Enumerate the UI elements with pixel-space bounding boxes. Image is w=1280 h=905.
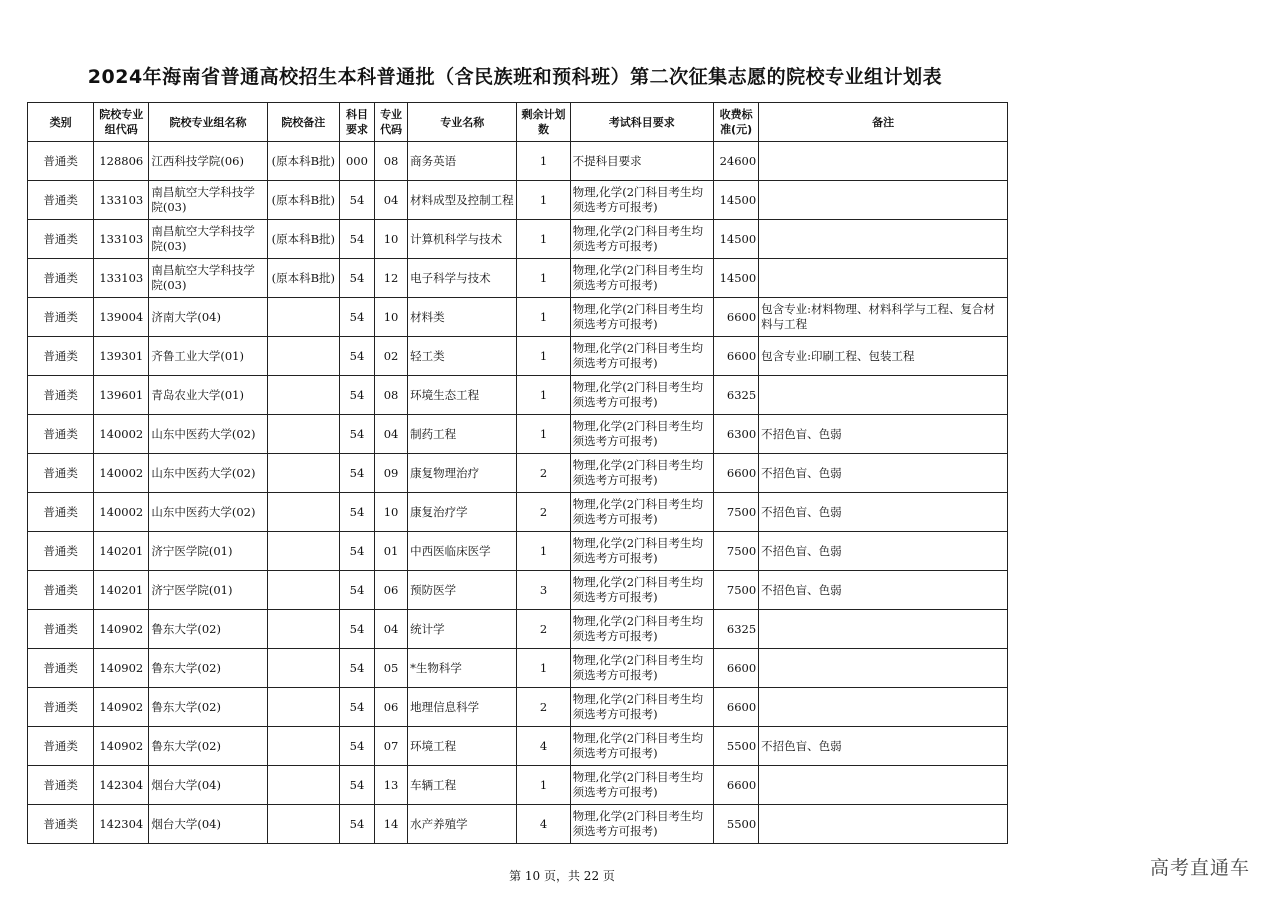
remaining-plan-cell: 1 <box>517 376 570 415</box>
remaining-plan-cell: 1 <box>517 298 570 337</box>
remark-cell <box>759 649 1008 688</box>
exam-subject-cell: 不提科目要求 <box>570 142 713 181</box>
category-cell: 普通类 <box>28 181 94 220</box>
category-cell: 普通类 <box>28 493 94 532</box>
category-cell: 普通类 <box>28 649 94 688</box>
major-code-cell: 12 <box>375 259 408 298</box>
remark-cell <box>759 376 1008 415</box>
group-name-cell: 山东中医药大学(02) <box>149 454 267 493</box>
remaining-plan-cell: 2 <box>517 688 570 727</box>
school-note-cell <box>267 727 339 766</box>
major-name-cell: 中西医临床医学 <box>408 532 517 571</box>
major-code-cell: 04 <box>375 610 408 649</box>
group-code-cell: 140902 <box>94 727 149 766</box>
tuition-cell: 14500 <box>714 181 759 220</box>
major-code-cell: 05 <box>375 649 408 688</box>
tuition-cell: 6600 <box>714 298 759 337</box>
tuition-cell: 6325 <box>714 610 759 649</box>
group-code-cell: 140902 <box>94 649 149 688</box>
tuition-cell: 6600 <box>714 454 759 493</box>
major-name-cell: 环境生态工程 <box>408 376 517 415</box>
school-note-cell: (原本科B批) <box>267 259 339 298</box>
major-code-cell: 13 <box>375 766 408 805</box>
plan-table <box>27 102 1008 844</box>
group-code-cell: 140902 <box>94 610 149 649</box>
category-cell: 普通类 <box>28 337 94 376</box>
remaining-plan-cell: 1 <box>517 532 570 571</box>
tuition-cell: 6600 <box>714 337 759 376</box>
remark-cell <box>759 259 1008 298</box>
group-name-cell: 鲁东大学(02) <box>149 610 267 649</box>
major-code-cell: 07 <box>375 727 408 766</box>
tuition-cell: 7500 <box>714 571 759 610</box>
school-note-cell <box>267 376 339 415</box>
group-name-cell: 济南大学(04) <box>149 298 267 337</box>
tuition-cell: 7500 <box>714 493 759 532</box>
group-code-cell: 133103 <box>94 181 149 220</box>
exam-subject-cell: 物理,化学(2门科目考生均须选考方可报考) <box>570 454 713 493</box>
category-cell: 普通类 <box>28 610 94 649</box>
category-cell: 普通类 <box>28 259 94 298</box>
school-note-cell <box>267 298 339 337</box>
major-name-cell: 材料类 <box>408 298 517 337</box>
group-code-cell: 133103 <box>94 259 149 298</box>
exam-subject-cell: 物理,化学(2门科目考生均须选考方可报考) <box>570 298 713 337</box>
watermark: 高考直通车 <box>1149 857 1250 879</box>
remark-cell: 不招色盲、色弱 <box>759 727 1008 766</box>
group-code-cell: 140201 <box>94 532 149 571</box>
exam-subject-cell: 物理,化学(2门科目考生均须选考方可报考) <box>570 337 713 376</box>
page-footer: 第 10 页，共 22 页 <box>509 869 615 883</box>
remaining-plan-cell: 1 <box>517 766 570 805</box>
subject-req-code-cell: 54 <box>339 727 374 766</box>
table-row <box>28 532 1008 571</box>
group-code-cell: 140002 <box>94 454 149 493</box>
group-name-cell: 烟台大学(04) <box>149 805 267 844</box>
category-cell: 普通类 <box>28 142 94 181</box>
column-header: 院校备注 <box>267 103 339 142</box>
remark-cell: 不招色盲、色弱 <box>759 415 1008 454</box>
exam-subject-cell: 物理,化学(2门科目考生均须选考方可报考) <box>570 805 713 844</box>
column-header: 考试科目要求 <box>570 103 713 142</box>
exam-subject-cell: 物理,化学(2门科目考生均须选考方可报考) <box>570 649 713 688</box>
major-code-cell: 04 <box>375 415 408 454</box>
category-cell: 普通类 <box>28 298 94 337</box>
tuition-cell: 7500 <box>714 532 759 571</box>
major-code-cell: 08 <box>375 142 408 181</box>
tuition-cell: 6600 <box>714 649 759 688</box>
tuition-cell: 6325 <box>714 376 759 415</box>
group-name-cell: 江西科技学院(06) <box>149 142 267 181</box>
school-note-cell <box>267 805 339 844</box>
major-code-cell: 08 <box>375 376 408 415</box>
subject-req-code-cell: 54 <box>339 259 374 298</box>
tuition-cell: 6600 <box>714 766 759 805</box>
group-name-cell: 齐鲁工业大学(01) <box>149 337 267 376</box>
category-cell: 普通类 <box>28 454 94 493</box>
subject-req-code-cell: 54 <box>339 805 374 844</box>
tuition-cell: 6600 <box>714 688 759 727</box>
major-code-cell: 06 <box>375 571 408 610</box>
major-code-cell: 04 <box>375 181 408 220</box>
major-code-cell: 10 <box>375 298 408 337</box>
group-name-cell: 南昌航空大学科技学院(03) <box>149 259 267 298</box>
tuition-cell: 6300 <box>714 415 759 454</box>
group-name-cell: 鲁东大学(02) <box>149 649 267 688</box>
exam-subject-cell: 物理,化学(2门科目考生均须选考方可报考) <box>570 493 713 532</box>
category-cell: 普通类 <box>28 571 94 610</box>
group-code-cell: 139301 <box>94 337 149 376</box>
remark-cell <box>759 610 1008 649</box>
school-note-cell <box>267 532 339 571</box>
group-name-cell: 山东中医药大学(02) <box>149 493 267 532</box>
remark-cell: 不招色盲、色弱 <box>759 532 1008 571</box>
major-name-cell: 统计学 <box>408 610 517 649</box>
subject-req-code-cell: 54 <box>339 454 374 493</box>
column-header: 剩余计划数 <box>517 103 570 142</box>
column-header: 科目要求 <box>339 103 374 142</box>
major-name-cell: 康复治疗学 <box>408 493 517 532</box>
school-note-cell <box>267 649 339 688</box>
major-code-cell: 01 <box>375 532 408 571</box>
major-name-cell: 制药工程 <box>408 415 517 454</box>
group-code-cell: 140201 <box>94 571 149 610</box>
remaining-plan-cell: 1 <box>517 259 570 298</box>
major-code-cell: 06 <box>375 688 408 727</box>
group-name-cell: 济宁医学院(01) <box>149 571 267 610</box>
major-code-cell: 10 <box>375 220 408 259</box>
remaining-plan-cell: 4 <box>517 727 570 766</box>
remark-cell: 不招色盲、色弱 <box>759 454 1008 493</box>
group-name-cell: 山东中医药大学(02) <box>149 415 267 454</box>
subject-req-code-cell: 54 <box>339 688 374 727</box>
table-row <box>28 376 1008 415</box>
column-header: 院校专业组名称 <box>149 103 267 142</box>
tuition-cell: 14500 <box>714 259 759 298</box>
subject-req-code-cell: 54 <box>339 766 374 805</box>
column-header: 类别 <box>28 103 94 142</box>
remark-cell <box>759 805 1008 844</box>
remaining-plan-cell: 1 <box>517 181 570 220</box>
exam-subject-cell: 物理,化学(2门科目考生均须选考方可报考) <box>570 532 713 571</box>
category-cell: 普通类 <box>28 376 94 415</box>
group-code-cell: 140902 <box>94 688 149 727</box>
group-name-cell: 鲁东大学(02) <box>149 688 267 727</box>
subject-req-code-cell: 54 <box>339 532 374 571</box>
exam-subject-cell: 物理,化学(2门科目考生均须选考方可报考) <box>570 376 713 415</box>
remark-cell <box>759 181 1008 220</box>
remaining-plan-cell: 1 <box>517 649 570 688</box>
table-row <box>28 649 1008 688</box>
remaining-plan-cell: 3 <box>517 571 570 610</box>
table-row <box>28 415 1008 454</box>
major-name-cell: 地理信息科学 <box>408 688 517 727</box>
remaining-plan-cell: 1 <box>517 415 570 454</box>
category-cell: 普通类 <box>28 415 94 454</box>
subject-req-code-cell: 54 <box>339 376 374 415</box>
remaining-plan-cell: 4 <box>517 805 570 844</box>
major-name-cell: 材料成型及控制工程 <box>408 181 517 220</box>
exam-subject-cell: 物理,化学(2门科目考生均须选考方可报考) <box>570 181 713 220</box>
major-name-cell: 商务英语 <box>408 142 517 181</box>
exam-subject-cell: 物理,化学(2门科目考生均须选考方可报考) <box>570 766 713 805</box>
school-note-cell <box>267 415 339 454</box>
subject-req-code-cell: 54 <box>339 493 374 532</box>
remark-cell: 包含专业:材料物理、材料科学与工程、复合材料与工程 <box>759 298 1008 337</box>
column-header: 收费标准(元) <box>714 103 759 142</box>
subject-req-code-cell: 54 <box>339 337 374 376</box>
table-row <box>28 727 1008 766</box>
school-note-cell: (原本科B批) <box>267 181 339 220</box>
school-note-cell <box>267 493 339 532</box>
group-code-cell: 128806 <box>94 142 149 181</box>
subject-req-code-cell: 54 <box>339 571 374 610</box>
major-code-cell: 10 <box>375 493 408 532</box>
column-header: 院校专业组代码 <box>94 103 149 142</box>
tuition-cell: 24600 <box>714 142 759 181</box>
school-note-cell <box>267 454 339 493</box>
tuition-cell: 14500 <box>714 220 759 259</box>
group-code-cell: 142304 <box>94 766 149 805</box>
table-row <box>28 493 1008 532</box>
remaining-plan-cell: 2 <box>517 610 570 649</box>
table-body <box>28 142 1008 844</box>
remark-cell: 不招色盲、色弱 <box>759 493 1008 532</box>
table-row <box>28 298 1008 337</box>
major-code-cell: 09 <box>375 454 408 493</box>
major-name-cell: *生物科学 <box>408 649 517 688</box>
group-code-cell: 139004 <box>94 298 149 337</box>
major-name-cell: 车辆工程 <box>408 766 517 805</box>
major-name-cell: 电子科学与技术 <box>408 259 517 298</box>
school-note-cell <box>267 688 339 727</box>
table-header-row <box>28 103 1008 142</box>
subject-req-code-cell: 54 <box>339 220 374 259</box>
remaining-plan-cell: 1 <box>517 142 570 181</box>
category-cell: 普通类 <box>28 727 94 766</box>
subject-req-code-cell: 54 <box>339 298 374 337</box>
tuition-cell: 5500 <box>714 805 759 844</box>
tuition-cell: 5500 <box>714 727 759 766</box>
category-cell: 普通类 <box>28 532 94 571</box>
school-note-cell: (原本科B批) <box>267 142 339 181</box>
group-name-cell: 青岛农业大学(01) <box>149 376 267 415</box>
table-row <box>28 337 1008 376</box>
exam-subject-cell: 物理,化学(2门科目考生均须选考方可报考) <box>570 259 713 298</box>
major-name-cell: 预防医学 <box>408 571 517 610</box>
category-cell: 普通类 <box>28 766 94 805</box>
group-name-cell: 济宁医学院(01) <box>149 532 267 571</box>
table-row <box>28 571 1008 610</box>
remaining-plan-cell: 2 <box>517 454 570 493</box>
column-header: 专业名称 <box>408 103 517 142</box>
subject-req-code-cell: 000 <box>339 142 374 181</box>
major-name-cell: 计算机科学与技术 <box>408 220 517 259</box>
table-row <box>28 610 1008 649</box>
remark-cell <box>759 688 1008 727</box>
school-note-cell <box>267 337 339 376</box>
group-code-cell: 142304 <box>94 805 149 844</box>
group-name-cell: 烟台大学(04) <box>149 766 267 805</box>
table-row <box>28 805 1008 844</box>
group-code-cell: 140002 <box>94 493 149 532</box>
remark-cell <box>759 220 1008 259</box>
major-code-cell: 02 <box>375 337 408 376</box>
subject-req-code-cell: 54 <box>339 181 374 220</box>
exam-subject-cell: 物理,化学(2门科目考生均须选考方可报考) <box>570 688 713 727</box>
subject-req-code-cell: 54 <box>339 649 374 688</box>
table-row <box>28 220 1008 259</box>
exam-subject-cell: 物理,化学(2门科目考生均须选考方可报考) <box>570 727 713 766</box>
group-code-cell: 140002 <box>94 415 149 454</box>
group-name-cell: 南昌航空大学科技学院(03) <box>149 220 267 259</box>
category-cell: 普通类 <box>28 688 94 727</box>
group-name-cell: 南昌航空大学科技学院(03) <box>149 181 267 220</box>
category-cell: 普通类 <box>28 220 94 259</box>
table-row <box>28 142 1008 181</box>
major-code-cell: 14 <box>375 805 408 844</box>
exam-subject-cell: 物理,化学(2门科目考生均须选考方可报考) <box>570 571 713 610</box>
category-cell: 普通类 <box>28 805 94 844</box>
subject-req-code-cell: 54 <box>339 415 374 454</box>
major-name-cell: 康复物理治疗 <box>408 454 517 493</box>
remaining-plan-cell: 2 <box>517 493 570 532</box>
remark-cell <box>759 142 1008 181</box>
school-note-cell: (原本科B批) <box>267 220 339 259</box>
major-name-cell: 轻工类 <box>408 337 517 376</box>
table-row <box>28 766 1008 805</box>
remark-cell <box>759 766 1008 805</box>
table-row <box>28 688 1008 727</box>
column-header: 备注 <box>759 103 1008 142</box>
school-note-cell <box>267 571 339 610</box>
school-note-cell <box>267 766 339 805</box>
remaining-plan-cell: 1 <box>517 337 570 376</box>
group-code-cell: 139601 <box>94 376 149 415</box>
column-header: 专业代码 <box>375 103 408 142</box>
group-name-cell: 鲁东大学(02) <box>149 727 267 766</box>
group-code-cell: 133103 <box>94 220 149 259</box>
table-row <box>28 181 1008 220</box>
exam-subject-cell: 物理,化学(2门科目考生均须选考方可报考) <box>570 610 713 649</box>
table-row <box>28 454 1008 493</box>
remark-cell: 不招色盲、色弱 <box>759 571 1008 610</box>
table-row <box>28 259 1008 298</box>
remark-cell: 包含专业:印刷工程、包装工程 <box>759 337 1008 376</box>
page-title: 2024年海南省普通高校招生本科普通批（含民族班和预科班）第二次征集志愿的院校专业组计划表 <box>87 66 943 88</box>
subject-req-code-cell: 54 <box>339 610 374 649</box>
exam-subject-cell: 物理,化学(2门科目考生均须选考方可报考) <box>570 415 713 454</box>
exam-subject-cell: 物理,化学(2门科目考生均须选考方可报考) <box>570 220 713 259</box>
school-note-cell <box>267 610 339 649</box>
major-name-cell: 环境工程 <box>408 727 517 766</box>
major-name-cell: 水产养殖学 <box>408 805 517 844</box>
remaining-plan-cell: 1 <box>517 220 570 259</box>
